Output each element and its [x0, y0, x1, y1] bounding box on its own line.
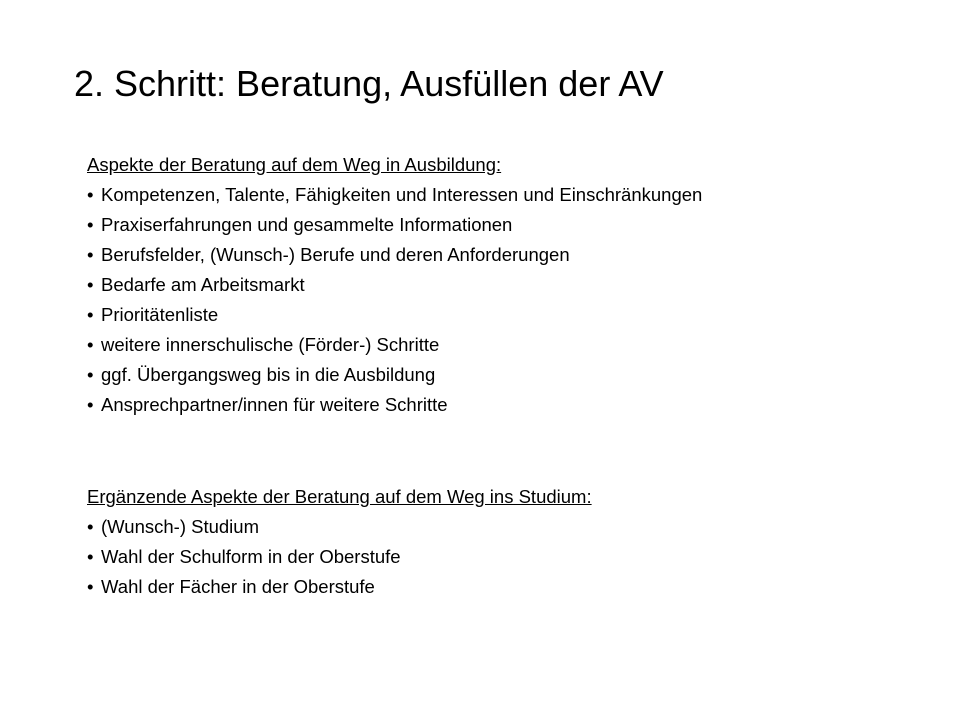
list-item-text: Praxiserfahrungen und gesammelte Informationen [101, 214, 513, 235]
bullet-icon: • [87, 274, 94, 295]
section-ausbildung [87, 150, 702, 420]
section-heading: Aspekte der Beratung auf dem Weg in Ausbildung: [87, 154, 502, 175]
list-item [87, 542, 592, 572]
list-item-text: Ansprechpartner/innen für weitere Schritte [101, 394, 448, 415]
list-item [87, 360, 702, 390]
list-item-text: Wahl der Fächer in der Oberstufe [101, 576, 375, 597]
list-item [87, 300, 702, 330]
bullet-icon: • [87, 334, 94, 355]
bullet-icon: • [87, 244, 94, 265]
list-item [87, 390, 702, 420]
list-item-text: Kompetenzen, Talente, Fähigkeiten und Interessen und Einschränkungen [101, 184, 703, 205]
bullet-icon: • [87, 394, 94, 415]
list-item-text: Bedarfe am Arbeitsmarkt [101, 274, 305, 295]
bullet-list [87, 512, 592, 602]
list-item-text: ggf. Übergangsweg bis in die Ausbildung [101, 364, 436, 385]
list-item-text: Prioritätenliste [101, 304, 219, 325]
bullet-icon: • [87, 304, 94, 325]
list-item [87, 512, 592, 542]
list-item [87, 240, 702, 270]
list-item-text: weitere innerschulische (Förder-) Schritte [101, 334, 440, 355]
section-heading: Ergänzende Aspekte der Beratung auf dem Weg ins Studium: [87, 486, 592, 507]
bullet-icon: • [87, 546, 94, 567]
list-item [87, 270, 702, 300]
bullet-icon: • [87, 364, 94, 385]
list-item-text: Berufsfelder, (Wunsch-) Berufe und deren Anforderungen [101, 244, 570, 265]
bullet-icon: • [87, 576, 94, 597]
list-item [87, 210, 702, 240]
list-item [87, 572, 592, 602]
list-item [87, 330, 702, 360]
section-studium [87, 482, 592, 602]
bullet-list [87, 180, 702, 420]
slide-title: 2. Schritt: Beratung, Ausfüllen der AV [74, 63, 664, 104]
bullet-icon: • [87, 184, 94, 205]
list-item-text: Wahl der Schulform in der Oberstufe [101, 546, 401, 567]
bullet-icon: • [87, 214, 94, 235]
list-item [87, 180, 702, 210]
bullet-icon: • [87, 516, 94, 537]
list-item-text: (Wunsch-) Studium [101, 516, 259, 537]
